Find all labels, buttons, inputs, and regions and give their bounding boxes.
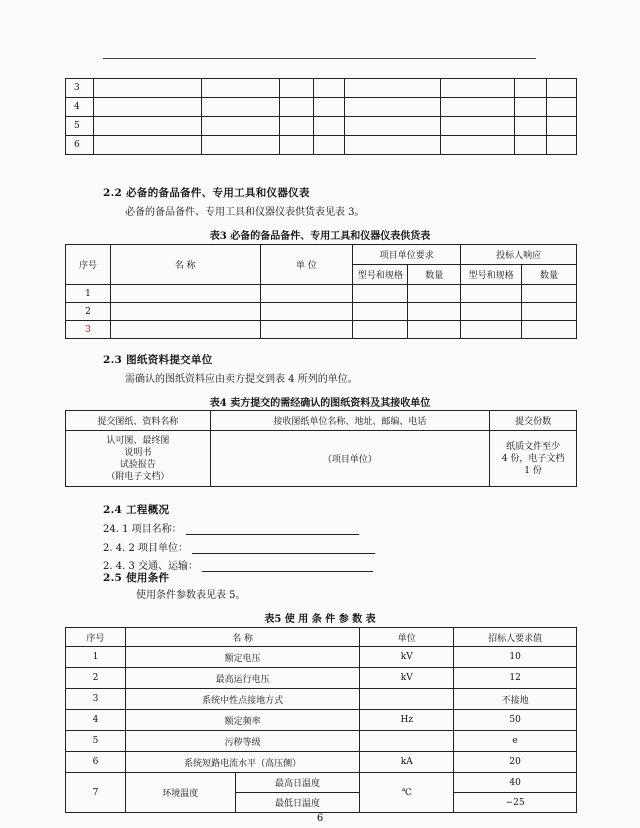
table-row: 5 — [66, 117, 577, 136]
table4-copies-cell: 纸质文件至少 4 份，电子文档 1 份 — [490, 431, 577, 487]
project-unit-blank — [192, 542, 375, 554]
table-row: 1 — [66, 285, 577, 303]
table5-header-unit: 单位 — [360, 628, 454, 647]
table-row — [66, 431, 577, 487]
project-name-field: 24. 1 项目名称： — [103, 520, 359, 535]
table3-header-qty: 数量 — [408, 265, 461, 285]
project-name-blank — [186, 523, 359, 535]
table-row: 5 污秽等级 e — [66, 731, 577, 752]
table-row: 最低日温度 −25 — [66, 793, 577, 813]
section-2-4-heading: 2.4 工程概况 — [103, 504, 170, 516]
table-row: 6 — [66, 136, 577, 155]
table3-caption: 表3 必备的备品备件、专用工具和仪器仪表供货表 — [209, 231, 431, 242]
table5-caption: 表5 使 用 条 件 参 数 表 — [264, 614, 376, 625]
table4-docs-cell: 认可图、最终图 说明书 试验报告 （附电子文档） — [66, 431, 211, 487]
top-partial-table — [65, 78, 577, 155]
page-number: 6 — [316, 813, 324, 824]
project-unit-field: 2. 4. 2 项目单位： — [103, 539, 375, 554]
table3-header-model: 型号和规格 — [353, 265, 408, 285]
table-row: 1 额定电压 kV 10 — [66, 647, 577, 668]
section-2-5-heading: 2.5 使用条件 — [103, 572, 170, 584]
table-row: 3 系统中性点接地方式 不接地 — [66, 689, 577, 710]
table4-caption: 表4 卖方提交的需经确认的图纸资料及其接收单位 — [209, 398, 431, 409]
table-row: 4 额定频率 Hz 50 — [66, 710, 577, 731]
table-row: 6 系统短路电流水平（高压侧） kA 20 — [66, 752, 577, 773]
table3-header-seq: 序号 — [66, 245, 111, 285]
section-2-2-text: 必备的备品备件、专用工具和仪器仪表供货表见表 3。 — [125, 207, 365, 218]
table4-header-recipient: 接收图纸单位名称、地址、邮编、电话 — [210, 411, 489, 431]
table5 — [65, 627, 577, 813]
table3 — [65, 244, 577, 339]
table3-header-model: 型号和规格 — [461, 265, 522, 285]
table3-header-unit: 单 位 — [260, 245, 353, 285]
table-row: 2 — [66, 303, 577, 321]
table3-header-resp: 投标人响应 — [461, 245, 577, 265]
table5-header-name: 名 称 — [125, 628, 360, 647]
table-row: 3 — [66, 321, 577, 339]
header-rule — [103, 58, 536, 59]
table-row: 7 环境温度 最高日温度 ℃ 40 — [66, 773, 577, 793]
table4-unit-cell: （项目单位） — [210, 431, 489, 487]
section-2-2-heading: 2.2 必备的备品备件、专用工具和仪器仪表 — [103, 187, 310, 199]
table-row: 2 最高运行电压 kV 12 — [66, 668, 577, 689]
table3-header-name: 名 称 — [110, 245, 260, 285]
table4 — [65, 410, 577, 487]
table4-header-copies: 提交份数 — [490, 411, 577, 431]
table4-header-docs: 提交图纸、资料名称 — [66, 411, 211, 431]
table3-header-req: 项目单位要求 — [353, 245, 461, 265]
transport-field: 2. 4. 3 交通、运输： — [103, 557, 373, 572]
section-2-5-text: 使用条件参数表见表 5。 — [136, 590, 246, 601]
table-row: 3 — [66, 79, 577, 98]
transport-blank — [202, 560, 373, 572]
table-row: 4 — [66, 98, 577, 117]
table5-header-seq: 序号 — [66, 628, 126, 647]
table3-header-qty: 数量 — [522, 265, 577, 285]
section-2-3-text: 需确认的图纸资料应由卖方提交到表 4 所列的单位。 — [125, 374, 358, 385]
table5-header-value: 招标人要求值 — [454, 628, 577, 647]
section-2-3-heading: 2.3 图纸资料提交单位 — [103, 354, 213, 366]
